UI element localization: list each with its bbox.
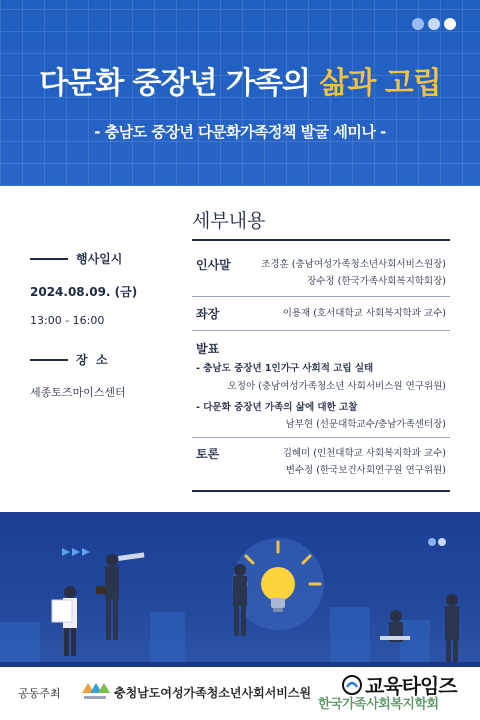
row-label: 토론 [196, 447, 220, 461]
dot-icon [438, 538, 446, 546]
title-main: 다문화 중장년 가족의 [39, 66, 320, 101]
poster-footer [0, 667, 480, 720]
person-with-telescope-icon [96, 552, 144, 640]
heading-line [30, 359, 68, 361]
program-row-chair [192, 305, 450, 325]
dot-icon [444, 18, 456, 30]
person-with-briefcase-icon [445, 594, 459, 667]
dot-icon [428, 18, 440, 30]
event-date: 2024.08.09. (금) [30, 285, 138, 299]
place-heading-label: 장 소 [76, 353, 108, 367]
person-reading-map-icon [52, 586, 77, 656]
program-row-presentation [192, 340, 450, 435]
talk-speaker: 오정아 (충남여성가족청소년 사회서비스원 연구위원) [227, 381, 446, 392]
talk-title: - 충남도 중장년 1인가구 사회적 고립 실태 [196, 363, 374, 374]
dot-icon [412, 18, 424, 30]
heading-line [30, 258, 68, 260]
event-info [30, 250, 190, 400]
person: 장수정 (한국가족사회복지학회장) [307, 276, 446, 287]
person: 김혜미 (인천대학교 사회복지학과 교수) [282, 448, 446, 459]
title-accent: 삶과 고립 [319, 66, 441, 101]
dot-icon [428, 538, 436, 546]
illustration-band [0, 512, 480, 667]
person: 이용재 (호서대학교 사회복지학과 교수) [282, 308, 446, 319]
arrow-icons [62, 548, 90, 556]
person: 조경훈 (충남여성가족청소년사회서비스원장) [261, 259, 446, 270]
watermark [342, 670, 457, 699]
decorative-dots [412, 18, 456, 30]
event-time: 13:00 - 16:00 [30, 314, 105, 327]
person: 변수정 (한국보건사회연구원 연구위원) [285, 465, 446, 476]
row-divider [192, 490, 450, 492]
row-label: 발표 [196, 342, 220, 356]
event-place: 세종토즈마이스센터 [30, 386, 126, 399]
watermark-text: 교육타임즈 [365, 674, 457, 698]
date-heading-label: 행사일시 [76, 252, 123, 266]
row-label: 인사말 [196, 258, 231, 272]
talk-speaker: 남부현 (선문대학교수/충남가족센터장) [285, 419, 446, 430]
program-title: 세부내용 [192, 210, 266, 232]
org1-name: 충청남도여성가족청소년사회서비스원 [114, 686, 312, 700]
business-illustration [0, 512, 480, 667]
poster-subtitle: - 충남도 중장년 다문화가족정책 발굴 세미나 - [94, 123, 386, 141]
org-logo-icon [80, 679, 110, 703]
talk-title: - 다문화 중장년 가족의 삶에 대한 고찰 [196, 402, 358, 413]
watermark-logo-icon [342, 675, 362, 695]
org2-name: 한국가족사회복지학회 [318, 697, 439, 712]
program-row-greeting [192, 256, 450, 296]
row-people [283, 305, 446, 322]
row-people [283, 445, 446, 479]
place-heading [30, 351, 190, 368]
row-divider [192, 296, 450, 297]
program-row-discussion [192, 445, 450, 485]
poster-title [0, 58, 480, 102]
poster-header [0, 0, 480, 186]
date-heading [30, 250, 190, 267]
row-label: 좌장 [196, 307, 220, 321]
row-divider [192, 437, 450, 438]
row-divider [192, 330, 450, 331]
program-title-line [192, 239, 450, 241]
co-host-label: 공동주최 [18, 687, 61, 700]
row-people [261, 256, 446, 290]
